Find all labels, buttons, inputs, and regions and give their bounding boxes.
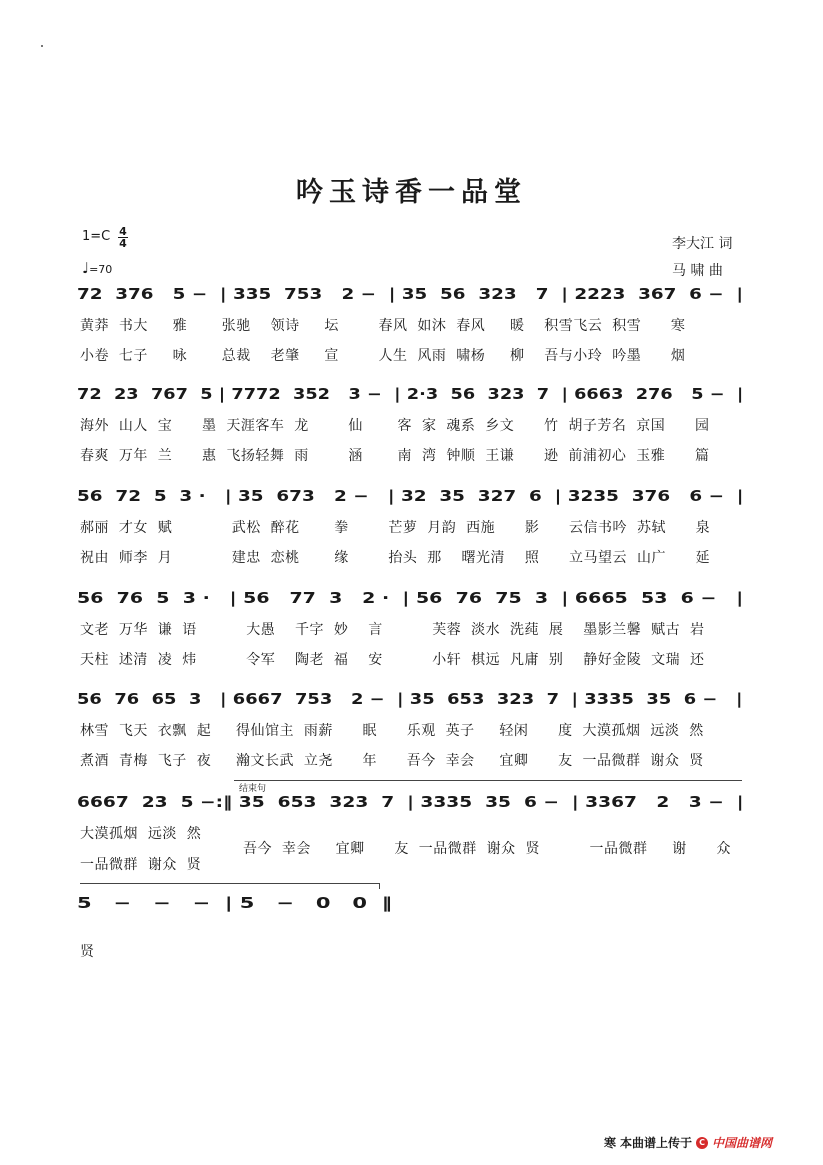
lyric-verse-2: 祝由 师李 月 建忠 恋桃 缘 抬头 那 曙光清 照 立马望云 山广 延 — [80, 550, 711, 566]
notation-line — [77, 790, 743, 814]
corner-mark — [41, 45, 43, 47]
lyric-ending: 吾今 幸会 宜卿 友 一品微群 谢众 贤 一品微群 谢 众 — [243, 841, 732, 857]
meter-top: 4 — [119, 225, 127, 238]
tie-line-end — [379, 883, 380, 889]
lyric-verse-1: 海外 山人 宝 墨 天涯客车 龙 仙 客 家 魂系 乡文 竹 胡子芳名 京国 园 — [80, 418, 710, 434]
lyric-verse-1: 林雪 飞天 衣飘 起 得仙馆主 雨薪 眠 乐观 英子 轻闲 度 大漠孤烟 远淡 然 — [80, 723, 704, 739]
notation-line — [77, 484, 743, 508]
meter-bottom: 4 — [119, 237, 127, 250]
lyric-verse-2: 天柱 述清 凌 炜 令军 陶老 福 安 小轩 棋远 凡庸 别 静好金陵 文瑞 还 — [80, 652, 705, 668]
notation-line — [77, 382, 743, 406]
lyric-verse-2: 一品微群 谢众 贤 — [80, 857, 202, 873]
notation-text: 56 72 5 3 · | 35 673 2 − | 32 35 327 6 | 3235 376 6 − | — [77, 487, 744, 505]
notation-text: 56 76 65 3 | 6667 753 2 − | 35 653 323 7 | 3335 35 6 − | — [77, 690, 743, 708]
lyric-verse-1: 文老 万华 谦 语 大愚 千字 妙 言 芙蓉 淡水 洗莼 展 墨影兰馨 赋古 岩 — [80, 622, 705, 638]
notation-text: 72 23 767 5 | 7772 352 3 − | 2·3 56 323 7 | 6663 276 5 − | — [77, 385, 744, 403]
notation-text: 72 376 5 − | 335 753 2 − | 35 56 323 7 | 2223 367 6 − | — [77, 285, 744, 303]
watermark — [604, 1134, 772, 1151]
site-logo-icon: C — [696, 1137, 708, 1149]
notation-text: 6667 23 5 −:‖ 35 653 323 7 | 3335 35 6 − | 3367 2 3 − | — [77, 793, 744, 811]
notation-text: 56 76 5 3 · | 56 77 3 2 · | 56 76 75 3 | 6665 53 6 − | — [77, 589, 744, 607]
ending-bracket — [234, 780, 742, 781]
score-title: 吟玉诗香一品堂 — [296, 177, 527, 208]
lyric-verse-1: 郝丽 才女 赋 武松 醉花 拳 芒萝 月韵 西施 影 云信书吟 苏轼 泉 — [80, 520, 711, 536]
lyricist-credit: 李大江 词 — [672, 236, 733, 252]
ending-label: 结束句 — [239, 784, 267, 794]
lyric-verse-2: 煮酒 青梅 飞子 夜 瀚文长武 立尧 年 吾今 幸会 宜卿 友 一品微群 谢众 贤 — [80, 753, 704, 769]
notation-text: 5 − − − | 5 − 0 0 ‖ — [77, 894, 393, 912]
key-signature: 1=C — [82, 229, 111, 244]
notation-line — [77, 586, 743, 610]
watermark-prefix: 寒 — [604, 1136, 617, 1150]
composer-credit: 马 啸 曲 — [672, 263, 723, 279]
lyric-verse-1: 大漠孤烟 远淡 然 — [80, 826, 202, 842]
lyric-verse-1: 黄莽 书大 雅 张驰 领诗 坛 春风 如沐 春风 暖 积雪飞云 积雪 寒 — [80, 318, 686, 334]
lyric-verse-2: 春爽 万年 兰 惠 飞扬轻舞 雨 涵 南 湾 钟顺 王谦 逊 前浦初心 玉雅 篇 — [80, 448, 710, 464]
notation-line — [77, 282, 743, 306]
tie-line — [80, 883, 380, 884]
lyric-verse-2: 小卷 七子 咏 总裁 老肇 宣 人生 风雨 啸杨 柳 吾与小玲 吟墨 烟 — [80, 348, 686, 364]
tempo-value: =70 — [89, 263, 113, 276]
final-lyric: 贤 — [80, 944, 94, 960]
notation-line — [77, 891, 743, 915]
watermark-brand: 中国曲谱网 — [712, 1136, 773, 1150]
time-signature — [118, 226, 128, 249]
tempo-marking — [82, 259, 112, 277]
watermark-text: 本曲谱上传于 — [620, 1136, 693, 1150]
notation-line — [77, 687, 743, 711]
quarter-note-icon: ♩ — [82, 259, 90, 277]
